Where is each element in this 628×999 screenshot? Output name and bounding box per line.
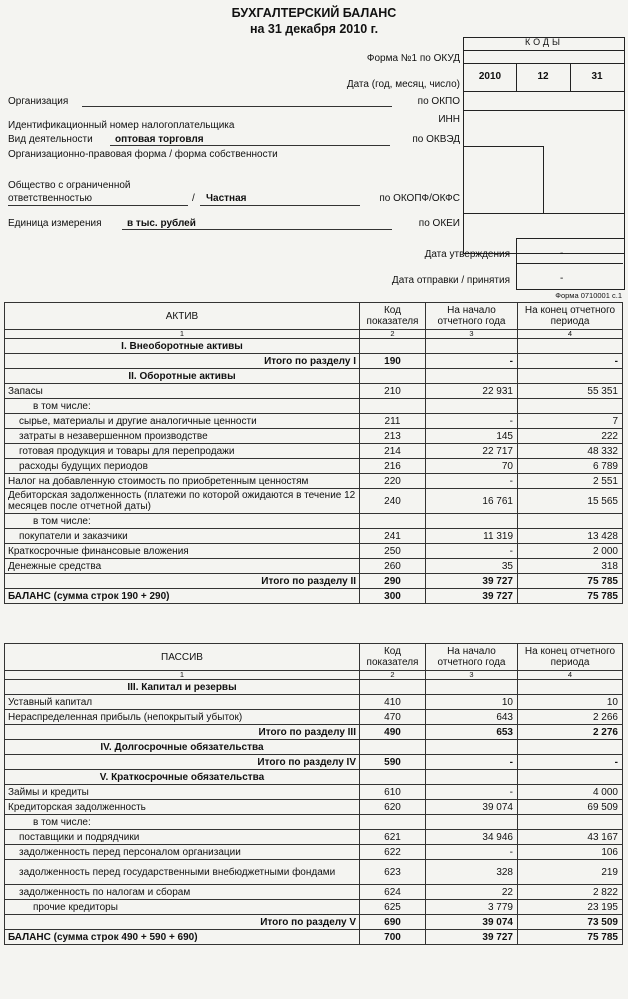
table-row — [5, 800, 623, 815]
row-start-value: 39 727 — [426, 589, 518, 604]
row-end-value: 4 000 — [518, 785, 623, 800]
row-name: I. Внеоборотные активы — [5, 339, 360, 354]
row-start-value: 10 — [426, 695, 518, 710]
table-row — [5, 369, 623, 384]
row-start-value: - — [426, 474, 518, 489]
table-row — [5, 544, 623, 559]
table-row — [5, 589, 623, 604]
row-start-value: 653 — [426, 725, 518, 740]
table-row — [5, 559, 623, 574]
col-end-header: На конец отчетного периода — [518, 303, 623, 330]
table-row — [5, 885, 623, 900]
row-end-value — [518, 815, 623, 830]
unit-label: Единица измерения — [8, 218, 102, 229]
row-code — [360, 514, 426, 529]
table-row — [5, 830, 623, 845]
row-name: сырье, материалы и другие аналогичные ценности — [5, 414, 360, 429]
row-end-value: 6 789 — [518, 459, 623, 474]
row-code: 590 — [360, 755, 426, 770]
row-code: 216 — [360, 459, 426, 474]
row-start-value — [426, 369, 518, 384]
codes-divider — [570, 64, 571, 91]
organization-line — [82, 106, 392, 107]
colnum-3: 3 — [426, 330, 518, 339]
table-row — [5, 845, 623, 860]
row-code — [360, 369, 426, 384]
colnum-2: 2 — [360, 671, 426, 680]
row-name: БАЛАНС (сумма строк 490 + 590 + 690) — [5, 930, 360, 945]
row-end-value: 13 428 — [518, 529, 623, 544]
row-code: 490 — [360, 725, 426, 740]
row-code: 260 — [360, 559, 426, 574]
row-end-value — [518, 740, 623, 755]
row-code: 410 — [360, 695, 426, 710]
ownership-underline — [200, 205, 360, 206]
row-code — [360, 740, 426, 755]
aktiv-table — [4, 302, 623, 604]
table-row — [5, 785, 623, 800]
row-code — [360, 339, 426, 354]
row-end-value: 55 351 — [518, 384, 623, 399]
colnum-1: 1 — [5, 671, 360, 680]
activity-label: Вид деятельности — [8, 134, 93, 145]
send-date-value: - — [560, 273, 564, 284]
table-row — [5, 695, 623, 710]
row-name: готовая продукция и товары для перепродажи — [5, 444, 360, 459]
row-end-value: 75 785 — [518, 589, 623, 604]
row-start-value: 3 779 — [426, 900, 518, 915]
row-code: 290 — [360, 574, 426, 589]
form-code: Форма 0710001 с.1 — [555, 291, 622, 300]
row-end-value — [518, 339, 623, 354]
okei-label: по ОКЕИ — [418, 218, 460, 229]
row-name: затраты в незавершенном производстве — [5, 429, 360, 444]
row-start-value: - — [426, 845, 518, 860]
row-code: 622 — [360, 845, 426, 860]
codes-divider — [463, 146, 543, 147]
codes-divider — [463, 63, 625, 64]
row-end-value: 2 822 — [518, 885, 623, 900]
table-row — [5, 399, 623, 414]
row-code: 470 — [360, 710, 426, 725]
row-end-value: 219 — [518, 860, 623, 885]
row-start-value — [426, 740, 518, 755]
row-end-value: 23 195 — [518, 900, 623, 915]
form-okud-label: Форма №1 по ОКУД — [366, 53, 460, 64]
row-start-value: 11 319 — [426, 529, 518, 544]
passiv-colnum-row — [5, 671, 623, 680]
row-name: V. Краткосрочные обязательства — [5, 770, 360, 785]
row-name: Итого по разделу III — [5, 725, 360, 740]
row-end-value — [518, 514, 623, 529]
passiv-header-row — [5, 644, 623, 671]
codes-divider — [463, 110, 625, 111]
row-end-value: 318 — [518, 559, 623, 574]
row-start-value: 643 — [426, 710, 518, 725]
row-code: 210 — [360, 384, 426, 399]
row-start-value: 16 761 — [426, 489, 518, 514]
table-row — [5, 770, 623, 785]
row-name: покупатели и заказчики — [5, 529, 360, 544]
row-name: задолженность перед государственными внебюджетными фондами — [5, 860, 360, 885]
row-start-value: 145 — [426, 429, 518, 444]
row-start-value — [426, 399, 518, 414]
approval-box — [516, 238, 625, 290]
aktiv-header-row — [5, 303, 623, 330]
row-code: 214 — [360, 444, 426, 459]
inn-label: ИНН — [438, 114, 460, 125]
row-start-value: 34 946 — [426, 830, 518, 845]
row-start-value: - — [426, 755, 518, 770]
row-name: Денежные средства — [5, 559, 360, 574]
row-start-value: 39 727 — [426, 574, 518, 589]
table-row — [5, 725, 623, 740]
row-start-value: 35 — [426, 559, 518, 574]
row-end-value — [518, 399, 623, 414]
codes-divider — [543, 146, 544, 213]
unit-underline — [122, 229, 392, 230]
table-row — [5, 860, 623, 885]
row-name: Уставный капитал — [5, 695, 360, 710]
codes-divider — [463, 213, 625, 214]
row-code: 700 — [360, 930, 426, 945]
row-name: II. Оборотные активы — [5, 369, 360, 384]
inn-field-label: Идентификационный номер налогоплательщика — [8, 120, 235, 131]
row-code — [360, 399, 426, 414]
row-start-value: 39 074 — [426, 800, 518, 815]
row-code: 241 — [360, 529, 426, 544]
ownership-value: Частная — [206, 193, 247, 204]
table-row — [5, 474, 623, 489]
colnum-1: 1 — [5, 330, 360, 339]
colnum-4: 4 — [518, 671, 623, 680]
row-name: в том числе: — [5, 514, 360, 529]
colnum-3: 3 — [426, 671, 518, 680]
row-start-value: 39 074 — [426, 915, 518, 930]
table-row — [5, 444, 623, 459]
codes-divider — [463, 91, 625, 92]
row-end-value: 2 266 — [518, 710, 623, 725]
col-code-header: Код показателя — [360, 644, 426, 671]
row-end-value — [518, 770, 623, 785]
row-name: расходы будущих периодов — [5, 459, 360, 474]
row-name: Краткосрочные финансовые вложения — [5, 544, 360, 559]
approve-date-value: - — [560, 248, 564, 259]
table-row — [5, 529, 623, 544]
legal-form-underline — [8, 205, 188, 206]
codes-divider — [516, 64, 517, 91]
row-code: 250 — [360, 544, 426, 559]
colnum-4: 4 — [518, 330, 623, 339]
table-row — [5, 414, 623, 429]
table-row — [5, 815, 623, 830]
table-row — [5, 755, 623, 770]
row-code: 623 — [360, 860, 426, 885]
row-code: 213 — [360, 429, 426, 444]
table-row — [5, 489, 623, 514]
slash-separator: / — [192, 193, 195, 204]
colnum-2: 2 — [360, 330, 426, 339]
table-row — [5, 514, 623, 529]
row-code: 620 — [360, 800, 426, 815]
row-start-value: 328 — [426, 860, 518, 885]
date-label: Дата (год, месяц, число) — [346, 79, 460, 90]
row-start-value — [426, 514, 518, 529]
row-end-value: - — [518, 354, 623, 369]
row-end-value — [518, 680, 623, 695]
legal-form-label: Организационно-правовая форма / форма собственности — [8, 149, 278, 160]
okved-label: по ОКВЭД — [412, 134, 460, 145]
okpo-label: по ОКПО — [417, 96, 460, 107]
table-row — [5, 915, 623, 930]
organization-label: Организация — [8, 96, 69, 107]
activity-line — [110, 145, 390, 146]
date-month: 12 — [537, 71, 549, 82]
row-end-value: 2 276 — [518, 725, 623, 740]
row-end-value: 2 000 — [518, 544, 623, 559]
passiv-title: ПАССИВ — [5, 644, 360, 671]
row-start-value: - — [426, 785, 518, 800]
table-row — [5, 459, 623, 474]
legal-form-line1: Общество с ограниченной — [8, 180, 131, 191]
passiv-table — [4, 643, 623, 945]
row-name: в том числе: — [5, 815, 360, 830]
row-end-value: 222 — [518, 429, 623, 444]
row-code: 220 — [360, 474, 426, 489]
row-start-value: 22 717 — [426, 444, 518, 459]
document-title: БУХГАЛТЕРСКИЙ БАЛАНС — [231, 6, 397, 20]
row-start-value: - — [426, 414, 518, 429]
date-day: 31 — [591, 71, 603, 82]
col-start-header: На начало отчетного года — [426, 644, 518, 671]
row-start-value: - — [426, 544, 518, 559]
row-start-value — [426, 339, 518, 354]
row-end-value: 15 565 — [518, 489, 623, 514]
row-name: Итого по разделу IV — [5, 755, 360, 770]
row-name: Итого по разделу V — [5, 915, 360, 930]
row-end-value: 75 785 — [518, 930, 623, 945]
row-start-value — [426, 770, 518, 785]
row-code: 190 — [360, 354, 426, 369]
row-name: БАЛАНС (сумма строк 190 + 290) — [5, 589, 360, 604]
row-end-value: 106 — [518, 845, 623, 860]
row-name: Итого по разделу II — [5, 574, 360, 589]
row-end-value — [518, 369, 623, 384]
legal-form-line2: ответственностью — [8, 193, 93, 204]
table-row — [5, 930, 623, 945]
row-end-value: 7 — [518, 414, 623, 429]
row-name: задолженность перед персоналом организации — [5, 845, 360, 860]
row-end-value: 73 509 — [518, 915, 623, 930]
approval-divider — [516, 263, 623, 264]
row-code — [360, 680, 426, 695]
row-start-value — [426, 680, 518, 695]
row-code: 240 — [360, 489, 426, 514]
row-end-value: 75 785 — [518, 574, 623, 589]
row-code: 610 — [360, 785, 426, 800]
row-start-value: 22 931 — [426, 384, 518, 399]
col-code-header: Код показателя — [360, 303, 426, 330]
send-date-label: Дата отправки / принятия — [391, 275, 510, 286]
col-start-header: На начало отчетного года — [426, 303, 518, 330]
table-row — [5, 710, 623, 725]
row-code — [360, 815, 426, 830]
row-code: 621 — [360, 830, 426, 845]
aktiv-colnum-row — [5, 330, 623, 339]
row-name: в том числе: — [5, 399, 360, 414]
col-end-header: На конец отчетного периода — [518, 644, 623, 671]
table-row — [5, 680, 623, 695]
row-end-value: - — [518, 755, 623, 770]
row-start-value: - — [426, 354, 518, 369]
row-code: 625 — [360, 900, 426, 915]
table-row — [5, 354, 623, 369]
row-end-value: 48 332 — [518, 444, 623, 459]
row-name: Кредиторская задолженность — [5, 800, 360, 815]
table-row — [5, 574, 623, 589]
row-code: 211 — [360, 414, 426, 429]
codes-header: КОДЫ — [463, 37, 625, 51]
date-year: 2010 — [478, 71, 502, 82]
row-name: Запасы — [5, 384, 360, 399]
row-name: Нераспределенная прибыль (непокрытый убыток) — [5, 710, 360, 725]
row-name: Дебиторская задолженность (платежи по которой ожидаются в течение 12 месяцев после отчетной даты) — [5, 489, 360, 514]
row-code: 624 — [360, 885, 426, 900]
row-code: 690 — [360, 915, 426, 930]
unit-value: в тыс. рублей — [127, 218, 196, 229]
row-end-value: 2 551 — [518, 474, 623, 489]
row-name: Итого по разделу I — [5, 354, 360, 369]
row-name: Займы и кредиты — [5, 785, 360, 800]
table-row — [5, 740, 623, 755]
row-start-value — [426, 815, 518, 830]
row-code: 300 — [360, 589, 426, 604]
row-name: III. Капитал и резервы — [5, 680, 360, 695]
row-start-value: 70 — [426, 459, 518, 474]
document-subtitle: на 31 декабря 2010 г. — [249, 22, 379, 36]
okopf-label: по ОКОПФ/ОКФС — [379, 193, 460, 204]
activity-value: оптовая торговля — [115, 134, 204, 145]
table-row — [5, 384, 623, 399]
row-name: IV. Долгосрочные обязательства — [5, 740, 360, 755]
approve-date-label: Дата утверждения — [424, 249, 510, 260]
row-end-value: 69 509 — [518, 800, 623, 815]
row-name: задолженность по налогам и сборам — [5, 885, 360, 900]
row-name: Налог на добавленную стоимость по приобретенным ценностям — [5, 474, 360, 489]
row-name: поставщики и подрядчики — [5, 830, 360, 845]
table-row — [5, 339, 623, 354]
row-start-value: 39 727 — [426, 930, 518, 945]
row-start-value: 22 — [426, 885, 518, 900]
row-code — [360, 770, 426, 785]
row-name: прочие кредиторы — [5, 900, 360, 915]
aktiv-title: АКТИВ — [5, 303, 360, 330]
row-end-value: 10 — [518, 695, 623, 710]
table-row — [5, 900, 623, 915]
table-row — [5, 429, 623, 444]
row-end-value: 43 167 — [518, 830, 623, 845]
